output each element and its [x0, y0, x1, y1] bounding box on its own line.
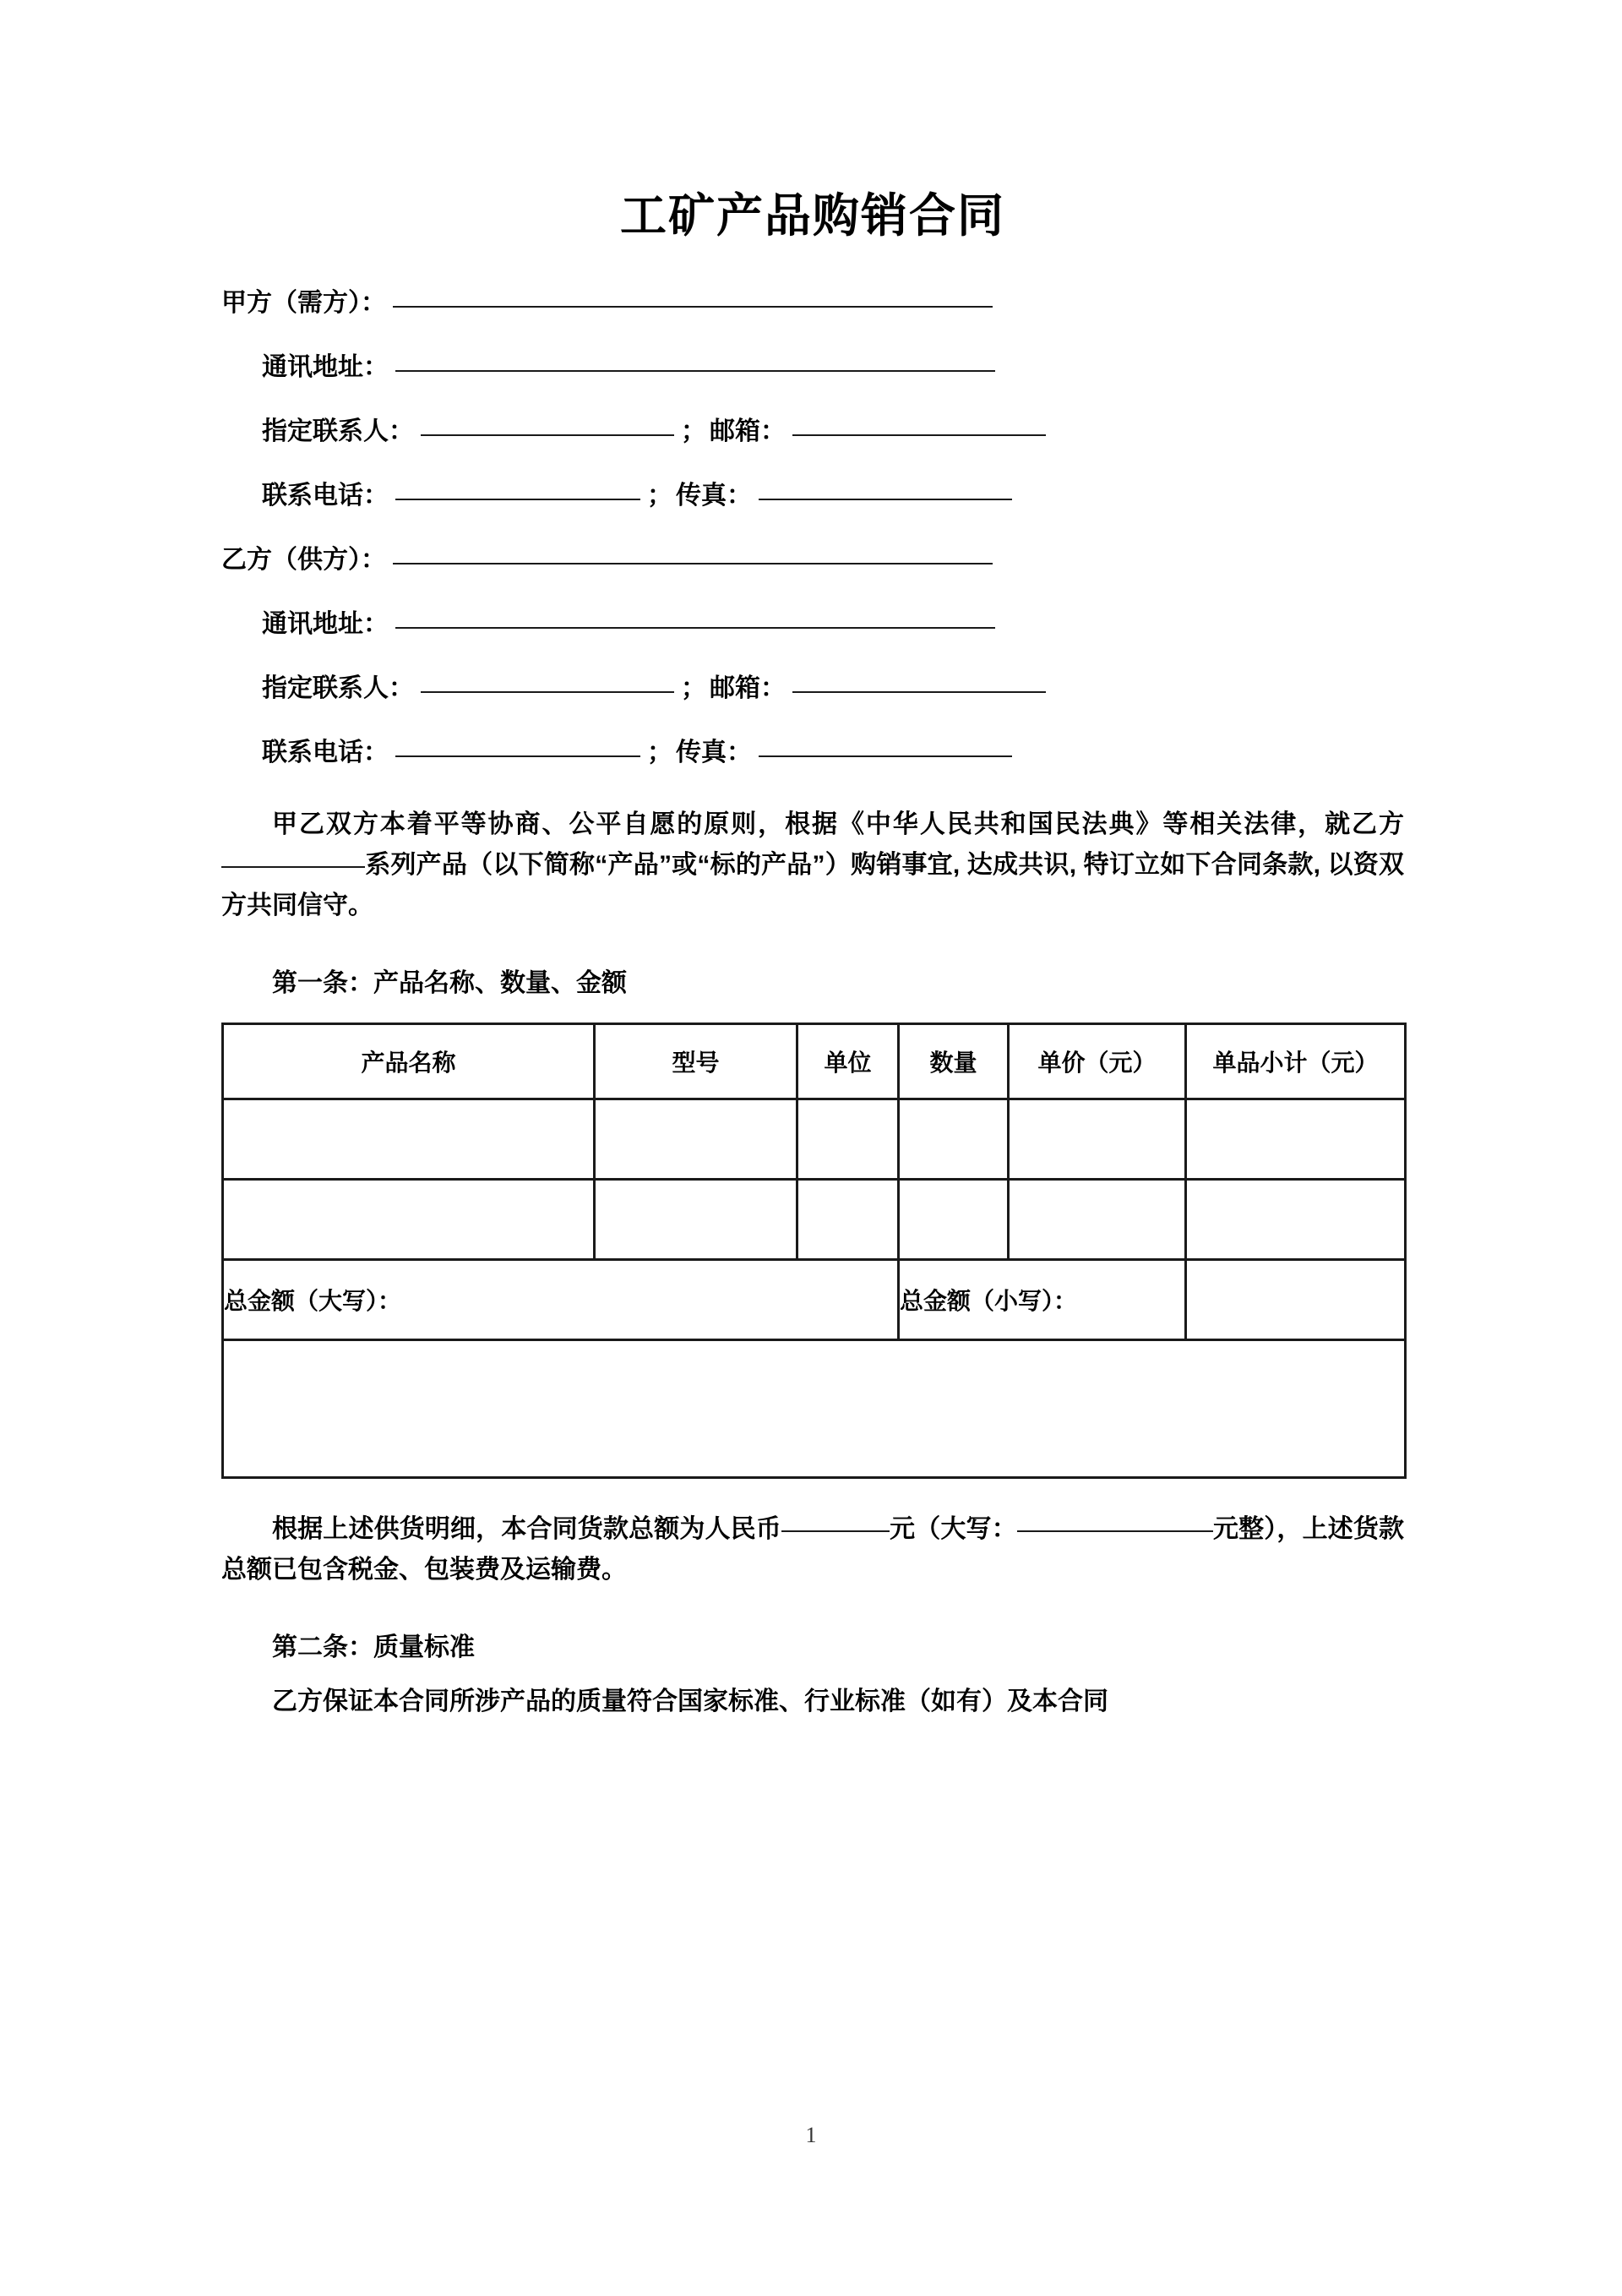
buyer-contact-label: 指定联系人： [262, 417, 414, 445]
seller-phone-label: 联系电话： [262, 739, 389, 766]
preamble-text-part1: 甲乙双方本着平等协商、公平自愿的原则，根据《中华人民共和国民法典》等相关法律，就乙方 [272, 810, 1404, 838]
preamble-text-part2: 系列产品（以下简称“产品”或“标的产品”）购销事宜, 达成共识, 特订立如下合同条款, 以资双方共同信守。 [221, 851, 1404, 919]
summary-amount-input[interactable] [781, 1530, 890, 1532]
seller-contact-separator: ； [681, 674, 706, 702]
column-header-unit: 单位 [797, 1024, 899, 1099]
seller-fax-label: 传真： [676, 739, 752, 766]
summary-capital-input[interactable] [1017, 1530, 1213, 1532]
buyer-party-label: 甲方（需方）： [221, 289, 386, 317]
buyer-phone-separator: ； [647, 482, 672, 510]
column-header-subtotal: 单品小计（元） [1186, 1024, 1406, 1099]
cell-model[interactable] [595, 1180, 797, 1260]
preamble-series-input[interactable] [221, 866, 365, 868]
buyer-fax-input[interactable] [759, 499, 1012, 500]
cell-subtotal[interactable] [1186, 1099, 1406, 1180]
buyer-address-input[interactable] [395, 370, 995, 372]
buyer-address-line [221, 355, 1404, 380]
cell-product-name[interactable] [223, 1099, 595, 1180]
summary-text-part2: 元（大写： [889, 1515, 1017, 1543]
table-header-row [223, 1024, 1406, 1099]
buyer-address-label: 通讯地址： [262, 353, 389, 381]
column-header-model: 型号 [595, 1024, 797, 1099]
buyer-phone-label: 联系电话： [262, 482, 389, 510]
cell-model[interactable] [595, 1099, 797, 1180]
table-notes-row[interactable] [223, 1340, 1406, 1478]
table-row[interactable] [223, 1099, 1406, 1180]
total-amount-upper-label: 总金额（大写）： [223, 1260, 899, 1340]
preamble-paragraph [221, 804, 1404, 926]
page-title: 工矿产品购销合同 [619, 189, 1005, 242]
seller-address-line [221, 612, 1404, 637]
total-amount-lower-label: 总金额（小写）： [899, 1260, 1186, 1340]
article-2-body: 乙方保证本合同所涉产品的质量符合国家标准、行业标准（如有）及本合同 [272, 1688, 1108, 1715]
column-header-product-name: 产品名称 [223, 1024, 595, 1099]
cell-unit-price[interactable] [1009, 1180, 1186, 1260]
article-1-summary-paragraph [221, 1509, 1404, 1590]
cell-unit[interactable] [797, 1099, 899, 1180]
seller-address-input[interactable] [395, 627, 995, 629]
buyer-contact-line [221, 419, 1404, 444]
article-1-heading: 第一条：产品名称、数量、金额 [272, 969, 627, 997]
buyer-contact-input[interactable] [421, 434, 674, 436]
cell-quantity[interactable] [899, 1099, 1009, 1180]
product-table [221, 1023, 1407, 1479]
seller-contact-label: 指定联系人： [262, 674, 414, 702]
table-notes-cell[interactable] [223, 1340, 1406, 1478]
buyer-party-line [221, 291, 1404, 316]
cell-product-name[interactable] [223, 1180, 595, 1260]
summary-text-part1: 根据上述供货明细，本合同货款总额为人民币 [272, 1515, 781, 1543]
article-2-heading: 第二条：质量标准 [272, 1633, 475, 1661]
seller-address-label: 通讯地址： [262, 610, 389, 638]
seller-fax-input[interactable] [759, 755, 1012, 757]
buyer-email-input[interactable] [792, 434, 1046, 436]
buyer-fax-label: 传真： [676, 482, 752, 510]
table-total-row [223, 1260, 1406, 1340]
seller-email-input[interactable] [792, 691, 1046, 693]
table-row[interactable] [223, 1180, 1406, 1260]
buyer-phone-input[interactable] [395, 499, 640, 500]
summary-text-part3: 元整），上述货款总额已包含税金、包装费及运输费。 [221, 1515, 1405, 1584]
buyer-contact-separator: ； [681, 417, 706, 445]
seller-party-line [221, 548, 1404, 573]
cell-subtotal[interactable] [1186, 1180, 1406, 1260]
seller-contact-line [221, 676, 1404, 701]
total-amount-lower-value[interactable] [1186, 1260, 1406, 1340]
column-header-unit-price: 单价（元） [1009, 1024, 1186, 1099]
cell-unit[interactable] [797, 1180, 899, 1260]
buyer-phone-line [221, 483, 1404, 509]
cell-quantity[interactable] [899, 1180, 1009, 1260]
buyer-email-label: 邮箱： [710, 417, 786, 445]
seller-contact-input[interactable] [421, 691, 674, 693]
cell-unit-price[interactable] [1009, 1099, 1186, 1180]
seller-phone-separator: ； [647, 739, 672, 766]
buyer-party-input[interactable] [393, 306, 993, 308]
page-content [221, 0, 1404, 1722]
seller-phone-input[interactable] [395, 755, 640, 757]
column-header-quantity: 数量 [899, 1024, 1009, 1099]
seller-party-label: 乙方（供方）： [221, 546, 386, 574]
page-number: 1 [805, 2123, 817, 2147]
seller-phone-line [221, 740, 1404, 766]
seller-email-label: 邮箱： [710, 674, 786, 702]
seller-party-block [221, 548, 1404, 766]
buyer-party-block [221, 291, 1404, 509]
seller-party-input[interactable] [393, 563, 993, 564]
